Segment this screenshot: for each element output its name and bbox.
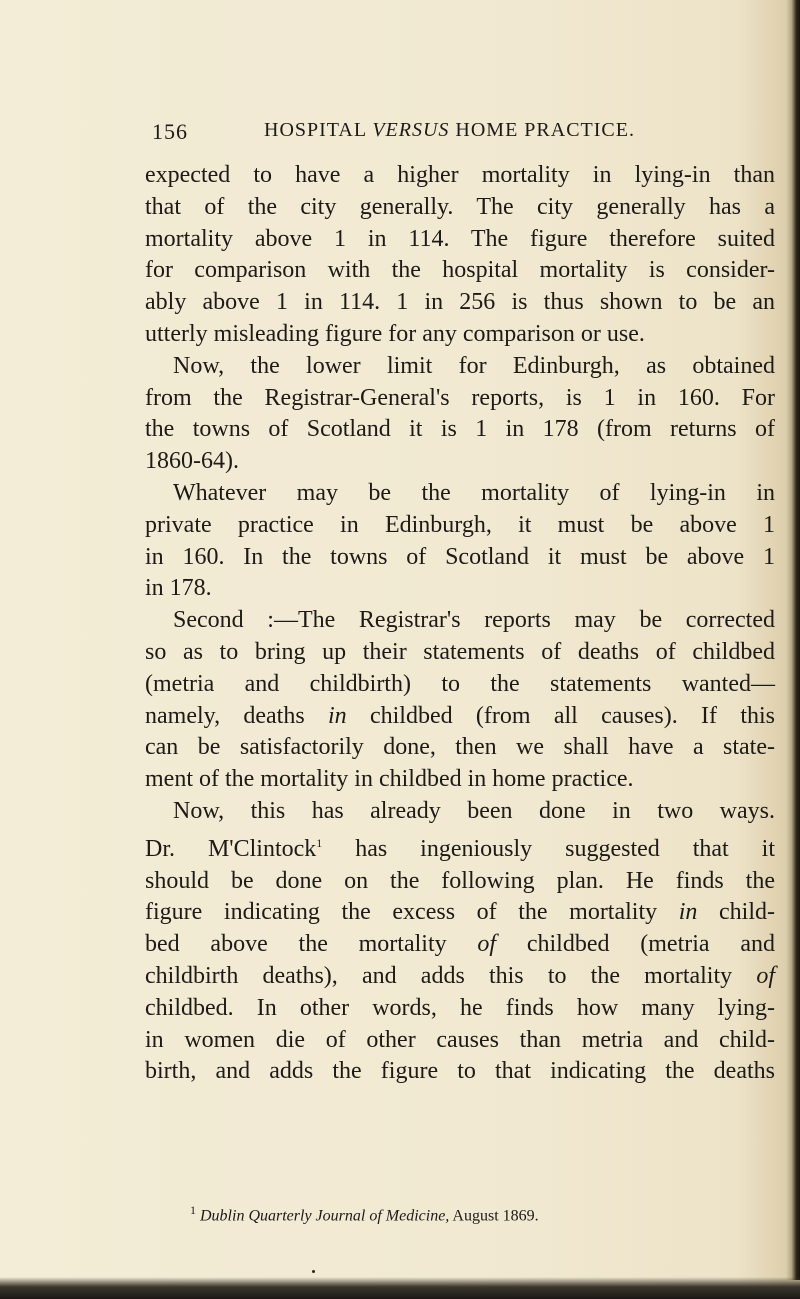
text-fragment: childbirth deaths), and adds this to the mortality [145,962,733,989]
text-line: expected to have a higher mortality in lying-in than [145,162,775,188]
italic-fragment: of [756,962,776,989]
footnote-date: August 1869. [452,1207,539,1225]
italic-fragment: in [328,702,347,729]
text-line [145,701,775,733]
ink-speck [312,1270,315,1273]
page-header [152,119,782,145]
body-text [145,160,775,1088]
text-line: in 160. In the towns of Scotland it must be above 1 [145,543,775,570]
text-line: from the Registrar-General's reports, is 1 in 160. For [145,384,775,411]
text-line: in women die of other causes than metria and child- [145,1026,775,1053]
text-line: the towns of Scotland it is 1 in 178 (from returns of [145,416,775,443]
footnote [190,1203,790,1225]
text-line: 1860-64). [145,448,239,475]
text-line: that of the city generally. The city generally has a [145,193,775,220]
text-line: Second :—The Registrar's reports may be corrected [173,607,775,634]
text-fragment: bed above the mortality [145,931,447,958]
text-line: utterly misleading figure for any comparison or use. [145,320,645,347]
text-line: ably above 1 in 114. 1 in 256 is thus shown to be an [145,289,775,316]
footnote-source: Dublin Quarterly Journal of Medicine, [200,1207,450,1225]
text-line: Whatever may be the mortality of lying-in in [173,479,775,506]
text-line [145,897,775,929]
text-fragment: childbed (metria and [526,931,775,958]
text-fragment: namely, deaths [145,702,305,729]
text-line [145,961,775,993]
text-line: Now, the lower limit for Edinburgh, as obtained [173,352,775,379]
italic-fragment: of [477,931,497,958]
text-fragment: figure indicating the excess of the mortality [145,899,658,926]
text-line: (metria and childbirth) to the statements wanted— [145,670,775,697]
footnote-marker: 1 [190,1203,196,1217]
text-line: so as to bring up their statements of deaths of childbed [145,638,775,665]
text-line: should be done on the following plan. He finds the [145,867,775,894]
running-head-italic: VERSUS [372,119,450,141]
text-line: private practice in Edinburgh, it must be above 1 [145,511,775,538]
text-fragment: has ingeniously suggested that it [355,835,776,862]
page-bottom-edge [0,1277,800,1299]
running-head [264,119,635,142]
text-line [145,828,775,866]
text-line: ment of the mortality in childbed in home practice. [145,766,634,793]
text-fragment: Dr. M'Clintock [145,835,317,862]
text-fragment: childbed (from all causes). If this [369,702,776,729]
text-line: Now, this has already been done in two ways. [173,797,775,824]
running-head-part1: HOSPITAL [264,119,367,141]
text-line: for comparison with the hospital mortality is consider- [145,257,775,284]
footnote-reference[interactable]: 1 [316,835,323,850]
text-line: birth, and adds the figure to that indicating the deaths [145,1058,775,1085]
page-number: 156 [152,119,188,144]
text-line: can be satisfactorily done, then we shall have a state- [145,734,775,761]
text-line: mortality above 1 in 114. The figure therefore suited [145,225,775,252]
text-line [145,929,775,961]
text-line: childbed. In other words, he finds how many lying- [145,994,775,1021]
text-fragment: child- [719,899,776,926]
text-line: in 178. [145,575,212,602]
running-head-part2: HOME PRACTICE. [455,119,635,141]
page-edge-shadow [786,0,800,1280]
italic-fragment: in [678,899,698,926]
